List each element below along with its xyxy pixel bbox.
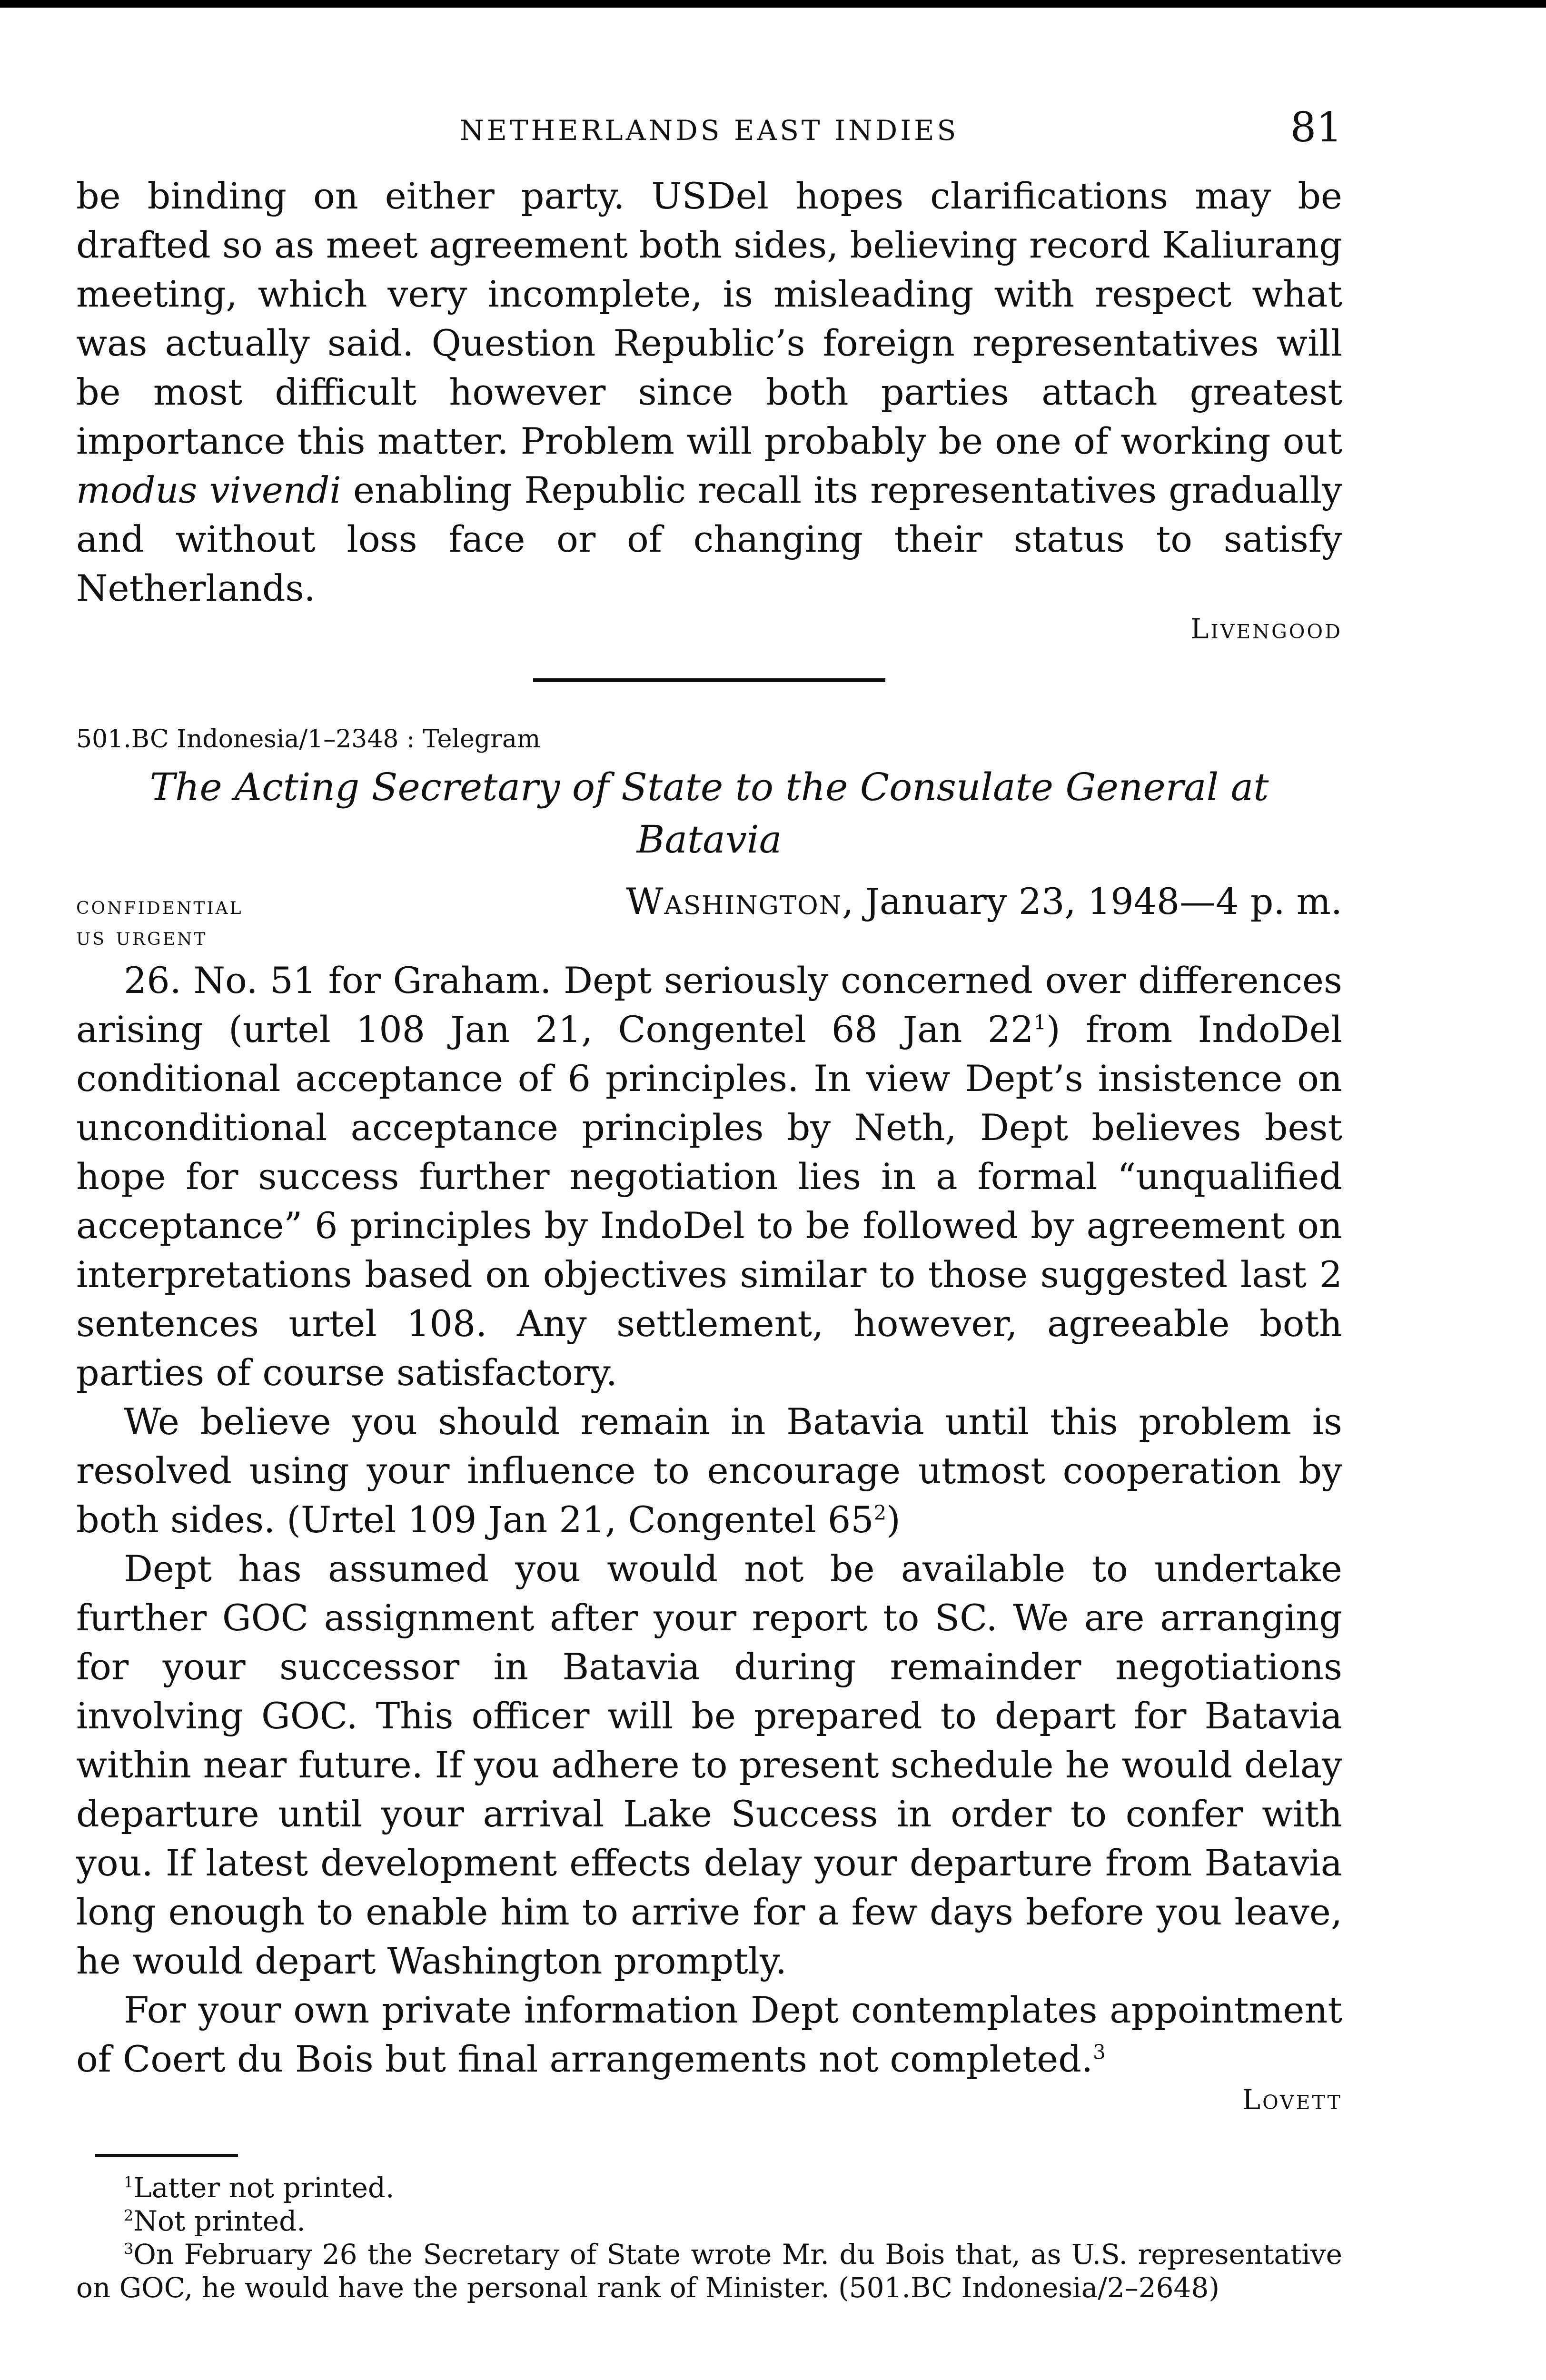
- dateline-date: , January 23, 1948—4 p. m.: [842, 880, 1342, 922]
- footnote-ref-3: 3: [1093, 2040, 1106, 2064]
- top-border-rule: [0, 0, 1546, 8]
- paragraph-1-text-b: ) from IndoDel conditional acceptance of 6 principles. In view Dept’s insistence on unconditional acceptance principles by Neth, Dept believes best hope for success further negotiation lies in a formal “unqualified acceptance” 6 principles by IndoDel to be followed by agreement on interpretations based on objectives similar to those suggested last 2 sentences urtel 108. Any settlement, however, agreeable both parties of course satisfactory.: [76, 1008, 1342, 1394]
- footnote-mark: 2: [124, 2206, 134, 2225]
- footnote-text: On February 26 the Secretary of State wrote Mr. du Bois that, as U.S. representative on GOC, he would have the personal rank of Minister. (501.BC Indonesia/2–2648): [76, 2238, 1342, 2304]
- dateline: [626, 880, 1342, 922]
- continuation-paragraph: [76, 171, 1342, 613]
- footnote-2: [76, 2204, 1342, 2238]
- page-number: 81: [1290, 104, 1342, 151]
- dateline-place: Washington: [626, 880, 842, 922]
- paragraph-1-text-a: 26. No. 51 for Graham. Dept seriously concerned over differences arising (urtel 108 Jan 21, Congentel 68 Jan 22: [76, 959, 1342, 1051]
- paragraph-2-text-a: We believe you should remain in Batavia until this problem is resolved using your influence to encourage utmost cooperation by both sides. (Urtel 109 Jan 21, Congentel 65: [76, 1400, 1342, 1541]
- body-paragraph-1: [76, 956, 1342, 1397]
- footnote-ref-2: 2: [873, 1501, 887, 1525]
- document-meta-row: [76, 880, 1342, 922]
- footnote-3: [76, 2238, 1342, 2304]
- footnote-mark: 1: [124, 2173, 134, 2192]
- section-separator: [533, 678, 885, 682]
- priority-label: us urgent: [76, 922, 208, 951]
- footnote-ref-1: 1: [1033, 1011, 1047, 1034]
- footnote-text: Not printed.: [133, 2205, 306, 2237]
- footnote-mark: 3: [124, 2240, 134, 2258]
- continuation-text-1: be binding on either party. USDel hopes clarifications may be drafted so as meet agreement both sides, believing record Kaliurang meeting, which very incomplete, is misleading with respect what was actually said. Question Republic’s foreign representatives will be most difficult however since both parties attach greatest importance this matter. Problem will probably be one of working out: [76, 175, 1342, 462]
- file-number: 501.BC Indonesia/1–2348 : Telegram: [76, 725, 541, 754]
- footnote-1: [76, 2171, 1342, 2204]
- document-title: The Acting Secretary of State to the Consulate General at Batavia: [149, 765, 1269, 862]
- footnote-rule: [95, 2154, 238, 2157]
- body-paragraph-3: Dept has assumed you would not be available to undertake further GOC assignment after your report to SC. We are arranging for your successor in Batavia during remainder negotiations involving GOC. This officer will be prepared to depart for Batavia within near future. If you adhere to present schedule he would delay departure until your arrival Lake Success in order to confer with you. If latest development effects delay your departure from Batavia long enough to enable him to arrive for a few days before you leave, he would depart Washington promptly.: [76, 1547, 1342, 1982]
- paragraph-2-text-b: ): [886, 1498, 901, 1541]
- body-paragraph-4: [76, 1985, 1342, 2083]
- continuation-text-2: enabling Republic recall its representatives gradually and without loss face or of changing their status to satisfy Netherlands.: [76, 469, 1342, 609]
- classification-label: confidential: [76, 892, 243, 920]
- continuation-italic-phrase: modus vivendi: [76, 469, 341, 511]
- signature-lovett: Lovett: [1242, 2083, 1342, 2116]
- footnotes: [76, 2171, 1342, 2304]
- paragraph-4-text: For your own private information Dept contemplates appointment of Coert du Bois but final arrangements not completed.: [76, 1989, 1342, 2080]
- body-paragraph-2: [76, 1397, 1342, 1544]
- signature-livengood: Livengood: [1190, 613, 1342, 645]
- running-head: NETHERLANDS EAST INDIES: [459, 114, 959, 147]
- page-header: [76, 100, 1342, 171]
- footnote-text: Latter not printed.: [133, 2172, 395, 2204]
- page: [76, 100, 1342, 2304]
